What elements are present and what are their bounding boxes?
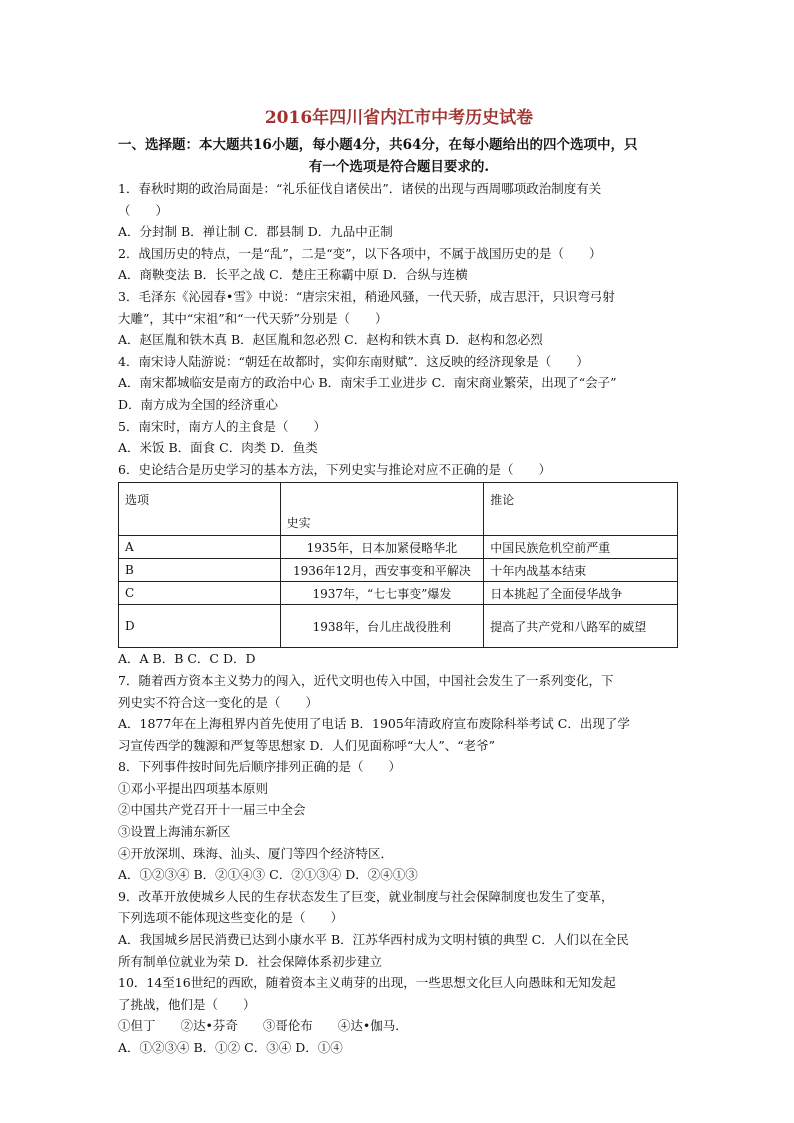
table-header-row xyxy=(119,483,678,536)
text-line: A．商鞅变法 B．长平之战 C．楚庄王称霸中原 D．合纵与连横 xyxy=(118,267,468,283)
text-line: 10．14至16世纪的西欧，随着资本主义萌芽的出现，一些思想文化巨人向愚昧和无知发起 xyxy=(118,975,616,991)
table-cell: 提高了共产党和八路军的威望 xyxy=(484,605,678,648)
text-line: A．分封制 B．禅让制 C．郡县制 D．九品中正制 xyxy=(118,224,393,240)
text-line: 1．春秋时期的政治局面是：“礼乐征伐自诸侯出”．诸侯的出现与西周哪项政治制度有关 xyxy=(118,181,602,196)
text-line: 6．史论结合是历史学习的基本方法，下列史实与推论对应不正确的是（ ） xyxy=(118,461,551,477)
text-line: 5．南宋时，南方人的主食是（ ） xyxy=(118,418,326,434)
questions-1-6 xyxy=(118,178,680,480)
text-line: A．A B．B C．C D．D xyxy=(118,651,256,667)
text-line: ①但丁 ②达•芬奇 ③哥伦布 ④达•伽马． xyxy=(118,1018,408,1034)
table-cell: C xyxy=(119,582,281,605)
table-row xyxy=(119,605,678,648)
text-line: 了挑战，他们是（ ） xyxy=(118,996,256,1012)
table-cell: 1938年，台儿庄战役胜利 xyxy=(280,605,484,648)
text-line: A．①②③④ B．①② C．③④ D．①④ xyxy=(118,1040,343,1055)
text-line: 大雕”，其中“宋祖”和“一代天骄”分别是（ ） xyxy=(118,310,388,326)
table-header-cell: 推论 xyxy=(484,483,678,536)
text-line: 8．下列事件按时间先后顺序排列正确的是（ ） xyxy=(118,759,401,775)
table-row xyxy=(119,536,678,559)
table-header-cell: 选项 xyxy=(119,483,281,536)
text-line: A．我国城乡居民消费已达到小康水平 B．江苏华西村成为文明村镇的典型 C．人们以在全民 xyxy=(118,932,629,948)
text-line: 所有制单位就业为荣 D．社会保障体系初步建立 xyxy=(118,953,382,969)
text-line: ③设置上海浦东新区 xyxy=(118,824,231,840)
text-line: D．南方成为全国的经济重心 xyxy=(118,396,279,412)
text-line: 习宣传西学的魏源和严复等思想家 D．人们见面称呼“大人”、“老爷” xyxy=(118,737,496,753)
section-heading-line1: 一、选择题：本大题共16小题，每小题4分，共64分，在每小题给出的四个选项中，只 xyxy=(118,137,638,153)
table-cell: 1937年，“七七事变”爆发 xyxy=(280,582,484,605)
section-heading-line2: 有一个选项是符合题目要求的. xyxy=(308,159,490,175)
table-cell: 1936年12月，西安事变和平解决 xyxy=(280,559,484,582)
text-line: A．米饭 B．面食 C．肉类 D．鱼类 xyxy=(118,440,318,456)
table-cell: B xyxy=(119,559,281,582)
text-line: ①邓小平提出四项基本原则 xyxy=(118,780,269,796)
table-cell: 1935年，日本加紧侵略华北 xyxy=(280,536,484,559)
text-line: A．赵匡胤和铁木真 B．赵匡胤和忽必烈 C．赵构和铁木真 D．赵构和忽必烈 xyxy=(118,332,543,348)
text-line: 下列选项不能体现这些变化的是（ ） xyxy=(118,910,344,926)
table-row xyxy=(119,559,678,582)
text-line: A．南宋都城临安是南方的政治中心 B．南宋手工业进步 C．南宋商业繁荣，出现了“会子” xyxy=(118,375,617,391)
text-line: （ ） xyxy=(118,202,169,218)
table-cell: 中国民族危机空前严重 xyxy=(484,536,678,559)
page-title: 2016年四川省内江市中考历史试卷 xyxy=(264,108,534,128)
text-line: 2．战国历史的特点，一是“乱”，二是“变”，以下各项中，不属于战国历史的是（ ） xyxy=(118,245,602,261)
table-cell: 十年内战基本结束 xyxy=(484,559,678,582)
table-header-cell: 史实 xyxy=(280,483,484,536)
exam-page xyxy=(118,106,680,1059)
text-line: ④开放深圳、珠海、汕头、厦门等四个经济特区． xyxy=(118,845,394,861)
table-cell: D xyxy=(119,605,281,648)
text-line: 3．毛泽东《沁园春•雪》中说：“唐宗宋祖，稍逊风骚，一代天骄，成吉思汗，只识弯弓射 xyxy=(118,288,615,304)
table-cell: 日本挑起了全面侵华战争 xyxy=(484,582,678,605)
text-line: 列史实不符合这一变化的是（ ） xyxy=(118,694,319,710)
text-line: 9．改革开放使城乡人民的生存状态发生了巨变，就业制度与社会保障制度也发生了变革， xyxy=(118,888,614,904)
questions-6-10 xyxy=(118,648,680,1058)
table-row xyxy=(119,582,678,605)
section-heading xyxy=(118,134,680,178)
text-line: A．1877年在上海租界内首先使用了电话 B．1905年清政府宣布废除科举考试 C．出现了学 xyxy=(118,716,630,732)
table-cell: A xyxy=(119,536,281,559)
text-line: 7．随着西方资本主义势力的闯入，近代文明也传入中国，中国社会发生了一系列变化，下 xyxy=(118,672,614,688)
history-table xyxy=(118,482,678,648)
text-line: A．①②③④ B．②①④③ C．②①③④ D．②④①③ xyxy=(118,867,418,883)
text-line: ②中国共产党召开十一届三中全会 xyxy=(118,802,306,818)
text-line: 4．南宋诗人陆游说：“朝廷在故都时，实仰东南财赋”．这反映的经济现象是（ ） xyxy=(118,353,589,369)
